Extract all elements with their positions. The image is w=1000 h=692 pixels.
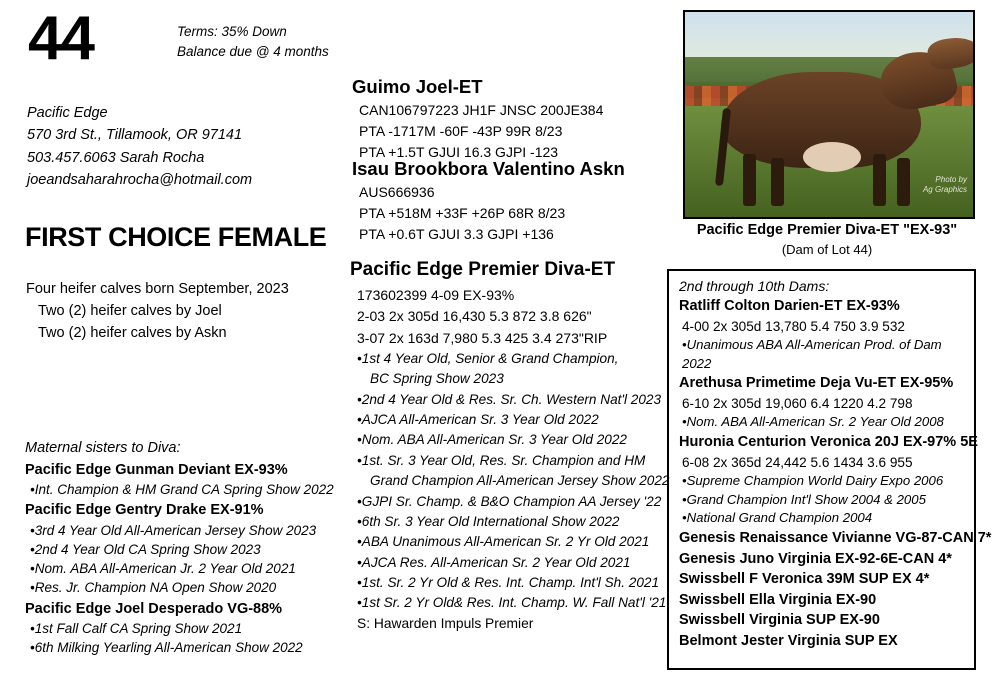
sire-pta-line-1: PTA +518M +33F +26P 68R 8/23: [359, 205, 566, 221]
dam-achievement: •ABA Unanimous All-American Sr. 2 Yr Old 2021: [357, 534, 650, 550]
sire-registration: AUS666936: [359, 184, 435, 200]
calf-offering: [26, 279, 289, 344]
cow-leg: [771, 158, 784, 206]
maternal-sister-note: •Int. Champion & HM Grand CA Spring Show 2022: [30, 482, 334, 498]
sire-block-askn: [352, 158, 625, 245]
page-title: FIRST CHOICE FEMALE: [25, 222, 327, 252]
sire-pta-line-2: PTA +1.5T GJUI 16.3 GJPI -123: [359, 144, 559, 160]
cow-leg: [873, 154, 886, 206]
dam-sire-line: S: Hawarden Impuls Premier: [357, 615, 534, 631]
photo-credit-line-2: Ag Graphics: [922, 185, 967, 194]
maternal-sister-note: •Res. Jr. Champion NA Open Show 2020: [30, 580, 277, 596]
terms-block: [177, 22, 329, 61]
consignor-email: joeandsaharahrocha@hotmail.com: [27, 172, 253, 189]
dam-entry-name: Arethusa Primetime Deja Vu-ET EX-95%: [679, 375, 954, 392]
dam-name: Pacific Edge Premier Diva-ET: [350, 259, 616, 280]
dam-record-row: 2-03 2x 305d 16,430 5.3 872 3.8 626": [357, 308, 592, 325]
maternal-sister-name: Pacific Edge Gunman Deviant EX-93%: [25, 461, 288, 478]
dam-entry-name: Swissbell Ella Virginia EX-90: [679, 591, 877, 608]
dam-achievement-text: •1st 4 Year Old, Senior & Grand Champion,: [357, 350, 619, 366]
dam-registration: 173602399 4-09 EX-93%: [357, 287, 515, 303]
cow-photo: [683, 10, 975, 219]
dam-entry-name: Genesis Juno Virginia EX-92-6E-CAN 4*: [679, 550, 952, 567]
dam-entry-name: Huronia Centurion Veronica 20J EX-97% 5E: [679, 433, 978, 450]
terms-line-2: Balance due @ 4 months: [177, 43, 329, 59]
dam-achievement: [352, 451, 672, 492]
maternal-sister-note: •6th Milking Yearling All-American Show 2022: [30, 640, 303, 656]
dam-achievement: •AJCA Res. All-American Sr. 2 Year Old 2021: [357, 554, 631, 570]
photo-credit: [923, 175, 967, 195]
dam-achievement: •GJPI Sr. Champ. & B&O Champion AA Jersey '22: [357, 493, 662, 509]
consignor-farm: Pacific Edge: [27, 105, 108, 121]
calf-line-2: Two (2) heifer calves by Joel: [38, 302, 222, 319]
calf-line-1: Four heifer calves born September, 2023: [26, 281, 289, 297]
maternal-sister-note: •1st Fall Calf CA Spring Show 2021: [30, 621, 243, 637]
dam-record-row: 3-07 2x 163d 7,980 5.3 425 3.4 273"RIP: [357, 329, 608, 346]
sire-name: Isau Brookbora Valentino Askn: [352, 158, 625, 179]
calf-line-3: Two (2) heifer calves by Askn: [38, 324, 227, 341]
sire-pta-line-1: PTA -1717M -60F -43P 99R 8/23: [359, 123, 563, 139]
dam-achievement: [352, 349, 672, 390]
sire-name: Guimo Joel-ET: [352, 76, 483, 97]
dam-entry-name: Belmont Jester Virginia SUP EX: [679, 632, 898, 649]
sire-pta-line-2: PTA +0.6T GJUI 3.3 GJPI +136: [359, 226, 554, 242]
dam-entry-note: •Nom. ABA All-American Sr. 2 Year Old 2008: [682, 414, 944, 430]
dam-achievement: •1st Sr. 2 Yr Old& Res. Int. Champ. W. Fall Nat'l '21: [357, 595, 667, 611]
dam-achievement-text: •1st. Sr. 3 Year Old, Res. Sr. Champion and HM: [357, 452, 646, 468]
lot-number: 44: [28, 4, 93, 73]
dam-entry-record: 4-00 2x 305d 13,780 5.4 750 3.9 532: [682, 318, 905, 334]
dam-achievement: •6th Sr. 3 Year Old International Show 2022: [357, 513, 620, 529]
dam-entry-note: •Unanimous ABA All-American Prod. of Dam 2022: [682, 336, 942, 371]
consignor-address: 570 3rd St., Tillamook, OR 97141: [27, 127, 243, 144]
maternal-sister-name: Pacific Edge Joel Desperado VG-88%: [25, 600, 283, 617]
dam-achievement: •2nd 4 Year Old & Res. Sr. Ch. Western Nat'l 2023: [357, 391, 662, 407]
dams-box-header: 2nd through 10th Dams:: [679, 278, 830, 294]
dam-entry-name: Swissbell Virginia SUP EX-90: [679, 612, 880, 629]
photo-credit-line-1: Photo by: [935, 175, 967, 184]
dam-achievement: •Nom. ABA All-American Sr. 3 Year Old 2022: [357, 432, 627, 448]
cow-leg: [897, 158, 910, 206]
maternal-sister-name: Pacific Edge Gentry Drake EX-91%: [25, 502, 264, 519]
maternal-sisters-section: [25, 438, 345, 657]
consignor-block: [27, 102, 252, 192]
dam-achievement-continuation: BC Spring Show 2023: [370, 371, 504, 387]
consignor-phone: 503.457.6063 Sarah Rocha: [27, 149, 205, 166]
terms-line-1: Terms: 35% Down: [177, 24, 287, 39]
photo-caption: Pacific Edge Premier Diva-ET "EX-93": [696, 222, 958, 238]
dam-entry-name: Swissbell F Veronica 39M SUP EX 4*: [679, 571, 930, 588]
ancestor-dams-box: [667, 269, 992, 670]
dam-achievement-continuation: Grand Champion All-American Jersey Show 2022: [370, 473, 670, 489]
dam-details: [352, 285, 672, 635]
dam-entry-note: •National Grand Champion 2004: [682, 510, 873, 526]
dam-achievement: •1st. Sr. 2 Yr Old & Res. Int. Champ. Int'l Sh. 2021: [357, 575, 660, 591]
maternal-sister-note: •3rd 4 Year Old All-American Jersey Show 2023: [30, 522, 317, 538]
dam-entry-name: Genesis Renaissance Vivianne VG-87-CAN 7*: [679, 530, 992, 547]
maternal-sisters-header: Maternal sisters to Diva:: [25, 440, 181, 456]
photo-caption-sub: (Dam of Lot 44): [781, 242, 873, 257]
maternal-sister-note: •Nom. ABA All-American Jr. 2 Year Old 2021: [30, 561, 296, 577]
dam-entry-note: •Grand Champion Int'l Show 2004 & 2005: [682, 491, 926, 507]
dam-entry-name: Ratliff Colton Darien-ET EX-93%: [679, 298, 900, 314]
maternal-sister-note: •2nd 4 Year Old CA Spring Show 2023: [30, 542, 261, 558]
sire-block-joel: [352, 76, 603, 163]
cow-udder: [803, 142, 861, 172]
cow-leg: [743, 154, 756, 206]
dam-entry-record: 6-10 2x 305d 19,060 6.4 1220 4.2 798: [682, 395, 913, 411]
dam-achievement: •AJCA All-American Sr. 3 Year Old 2022: [357, 411, 599, 427]
dam-entry-record: 6-08 2x 365d 24,442 5.6 1434 3.6 955: [682, 454, 913, 470]
dam-entry-note: •Supreme Champion World Dairy Expo 2006: [682, 472, 944, 488]
sire-registration: CAN106797223 JH1F JNSC 200JE384: [359, 102, 604, 118]
